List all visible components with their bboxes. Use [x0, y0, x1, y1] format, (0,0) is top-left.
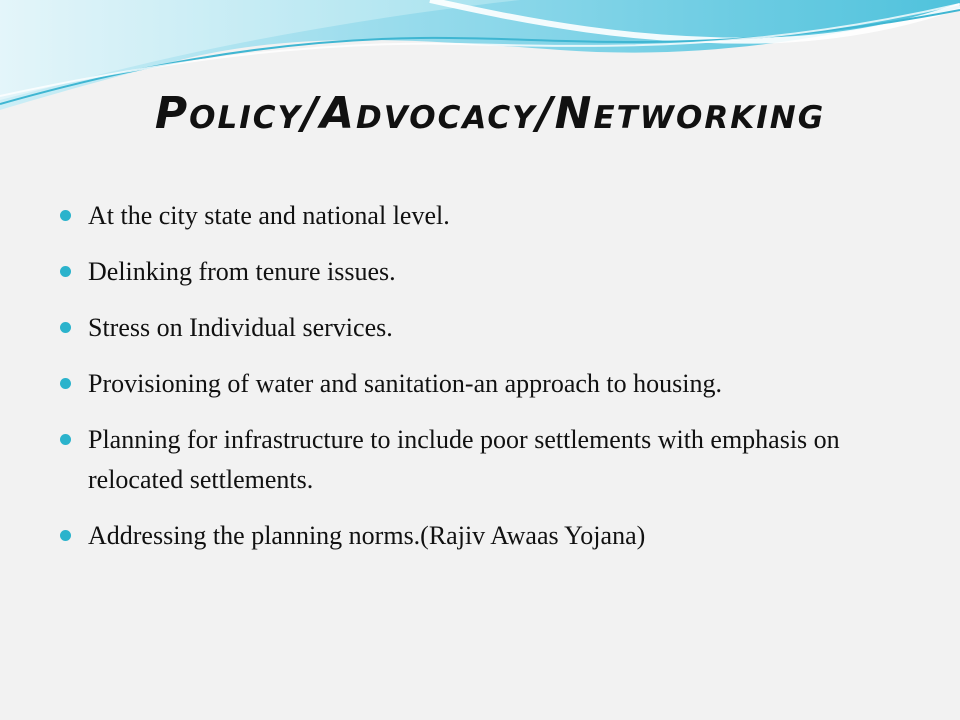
bullet-text: Addressing the planning norms.(Rajiv Awaas Yojana)	[88, 521, 646, 550]
bullet-dot-icon	[60, 210, 71, 221]
bullet-item	[60, 420, 920, 500]
bullet-dot-icon	[60, 434, 71, 445]
bullet-item	[60, 364, 920, 404]
bullet-dot-icon	[60, 322, 71, 333]
bullet-dot-icon	[60, 378, 71, 389]
slide-title: Policy/Advocacy/Networking	[154, 88, 826, 139]
bullet-dot-icon	[60, 530, 71, 541]
bullet-item	[60, 196, 920, 236]
bullet-list	[60, 196, 920, 572]
bullet-item	[60, 252, 920, 292]
bullet-item	[60, 308, 920, 348]
bullet-text: Planning for infrastructure to include poor settlements with emphasis on relocated settlements.	[88, 425, 840, 494]
bullet-text: Provisioning of water and sanitation-an approach to housing.	[88, 369, 722, 398]
bullet-dot-icon	[60, 266, 71, 277]
bullet-text: Stress on Individual services.	[88, 313, 393, 342]
bullet-item	[60, 516, 920, 556]
bullet-text: Delinking from tenure issues.	[88, 257, 396, 286]
bullet-text: At the city state and national level.	[88, 201, 450, 230]
